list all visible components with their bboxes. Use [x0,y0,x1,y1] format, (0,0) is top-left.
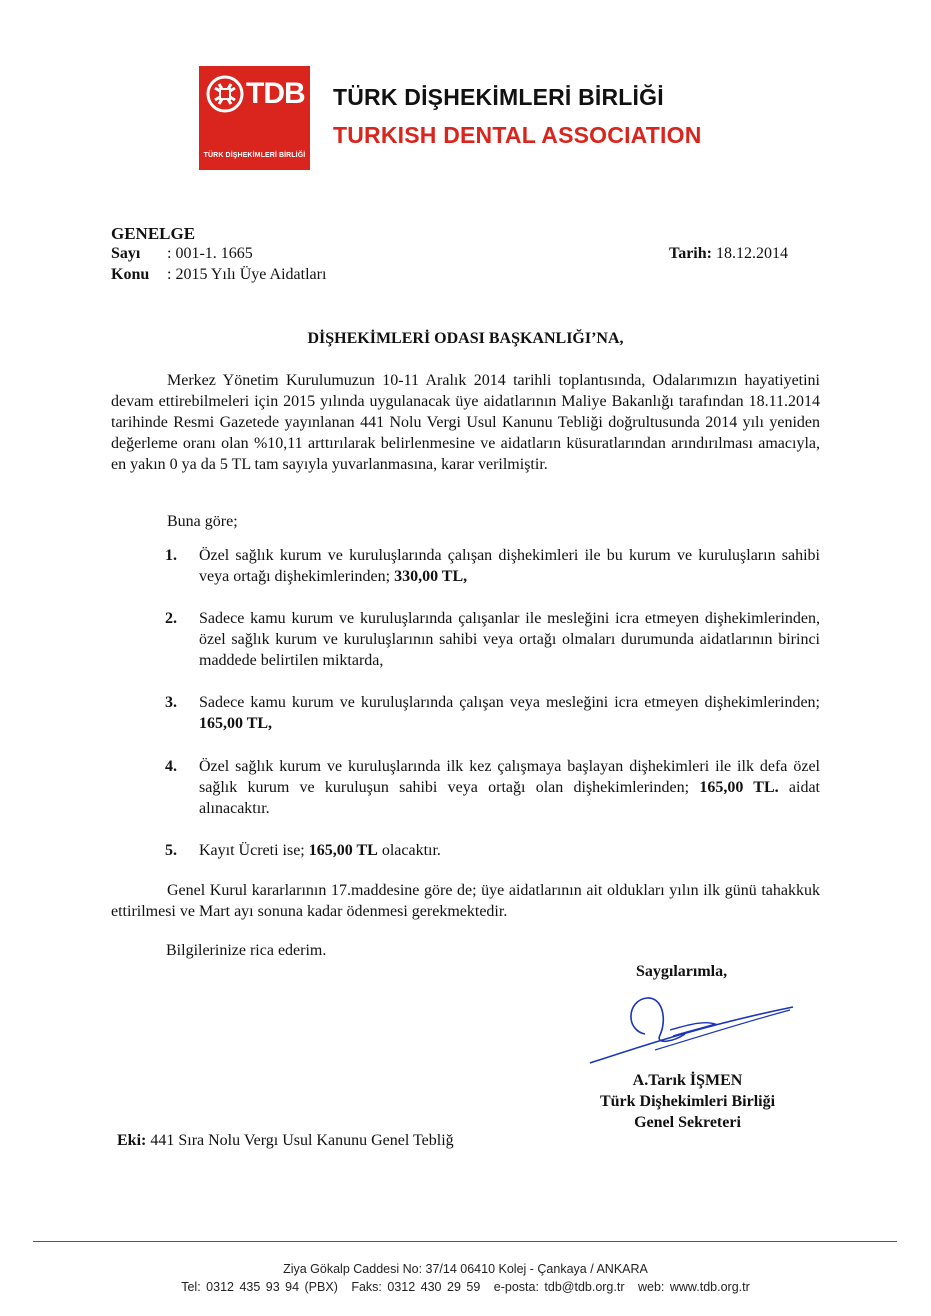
attachment-text: 441 Sıra Nolu Vergı Usul Kanunu Genel Tebliğ [146,1132,454,1149]
handwritten-signature [585,990,800,1070]
tdb-logo [199,66,310,170]
konu-value: : 2015 Yılı Üye Aidatları [167,266,327,283]
item-number: 4. [165,758,177,775]
item-number: 1. [165,547,177,564]
footer-email: e-posta: tdb@tdb.org.tr [493,1280,625,1294]
item-text [199,840,820,861]
item-text-body: Özel sağlık kurum ve kuruluşlarında çalışan dişhekimleri ile bu kurum ve kuruluşların sahibi veya ortağı dişhekimlerinden; [199,547,820,585]
item-text-body: Kayıt Ücreti ise; [199,842,309,859]
intro-paragraph: Merkez Yönetim Kurulumuzun 10-11 Aralık 2014 tarihli toplantısında, Odalarımızın hayatiyetini devam ettirebilmeleri için 2015 yılında uygulanacak üye aidatlarının Maliye Bakanlığı tarafından 18.11.2014 tarihinde Resmi Gazetede yayınlanan 441 Nolu Vergi Usul Kanunu Tebliği doğrultusunda 2014 yılı yeniden değerleme oranı olan %10,11 arttırılarak belirlenmesine ve aidatların küsuratlarından arındırılması amacıyla, en yakın 0 ya da 5 TL tam sayıyla yuvarlanmasına, karar verilmiştir. [111,372,820,473]
item-text [199,608,820,671]
signatory-block [580,1070,795,1133]
footer-address: Ziya Gökalp Caddesi No: 37/14 06410 Kolej - Çankaya / ANKARA [283,1262,648,1276]
footer-fax: Faks: 0312 430 29 59 [351,1280,481,1294]
knot-emblem-icon [205,74,245,114]
org-name-turkish: TÜRK DİŞHEKİMLERİ BİRLİĞİ [333,84,664,110]
sayi-label: Sayı [111,245,141,262]
logo-subtitle: TÜRK DİŞHEKİMLERİ BİRLİĞİ [203,152,306,159]
konu-row [111,266,326,284]
item-text-body: Özel sağlık kurum ve kuruluşlarında ilk kez çalışmaya başlayan dişhekimleri ile ilk defa özel sağlık kurum ve kuruluşun sahibi veya ortağı olan dişhekimlerinden; [199,758,820,796]
list-item [165,608,820,671]
footer-tel: Tel: 0312 435 93 94 (PBX) [181,1280,338,1294]
list-item [165,692,820,734]
item-amount: 165,00 TL. [699,779,779,796]
recipient: DİŞHEKİMLERİ ODASI BAŞKANLIĞI’NA, [307,330,624,347]
signatory-name: A.Tarık İŞMEN [632,1072,743,1089]
sayi-row [111,245,253,263]
attachment-label: Eki: [117,1132,147,1149]
genel-kurul-paragraph: Genel Kurul kararlarının 17.maddesine göre de; üye aidatlarının ait oldukları yılın ilk günü tahakkuk ettirilmesi ve Mart ayı sonuna kadar ödenmesi gerekmektedir. [111,882,820,920]
item-amount: 165,00 TL, [199,715,273,732]
date [669,245,788,263]
sayi-value: : 001-1. 1665 [167,245,253,262]
document-type: GENELGE [111,224,196,243]
closing-sentence: Bilgilerinize rica ederim. [166,942,327,959]
item-text [199,756,820,819]
item-text [199,692,820,734]
item-tail: olacaktır. [377,842,441,859]
list-item [165,840,820,861]
konu-label: Konu [111,266,150,283]
item-number: 5. [165,842,177,859]
signature-greeting: Saygılarımla, [636,963,728,980]
item-text-body: Sadece kamu kurum ve kuruluşlarında çalışan veya mesleğini icra etmeyen dişhekimlerinden; [199,694,820,711]
item-text-body: Sadece kamu kurum ve kuruluşlarında çalışanlar ile mesleğini icra etmeyen dişhekimlerinden, özel sağlık kurum ve kuruluşlarının sahibi veya ortağı olmaları durumunda aidatlarının birinci maddede belirtilen miktarda, [199,610,820,669]
item-number: 3. [165,694,177,711]
signatory-org: Türk Dişhekimleri Birliği [599,1093,776,1110]
item-amount: 330,00 TL, [394,568,468,585]
item-number: 2. [165,610,177,627]
logo-abbreviation: TDB [246,77,305,110]
item-amount: 165,00 TL [308,842,378,859]
footer-contacts [0,1280,931,1294]
org-name-english: TURKISH DENTAL ASSOCIATION [333,122,702,148]
list-item [165,545,820,587]
footer-web: web: www.tdb.org.tr [637,1280,750,1294]
attachment-note [117,1132,454,1150]
buna-gore: Buna göre; [167,513,238,530]
list-item [165,756,820,819]
date-value: 18.12.2014 [711,245,788,262]
item-text [199,545,820,587]
item-tail: aidat alınacaktır. [199,779,820,817]
date-label: Tarih: [669,245,712,262]
footer-divider [33,1241,897,1242]
signatory-title: Genel Sekreteri [634,1114,741,1131]
